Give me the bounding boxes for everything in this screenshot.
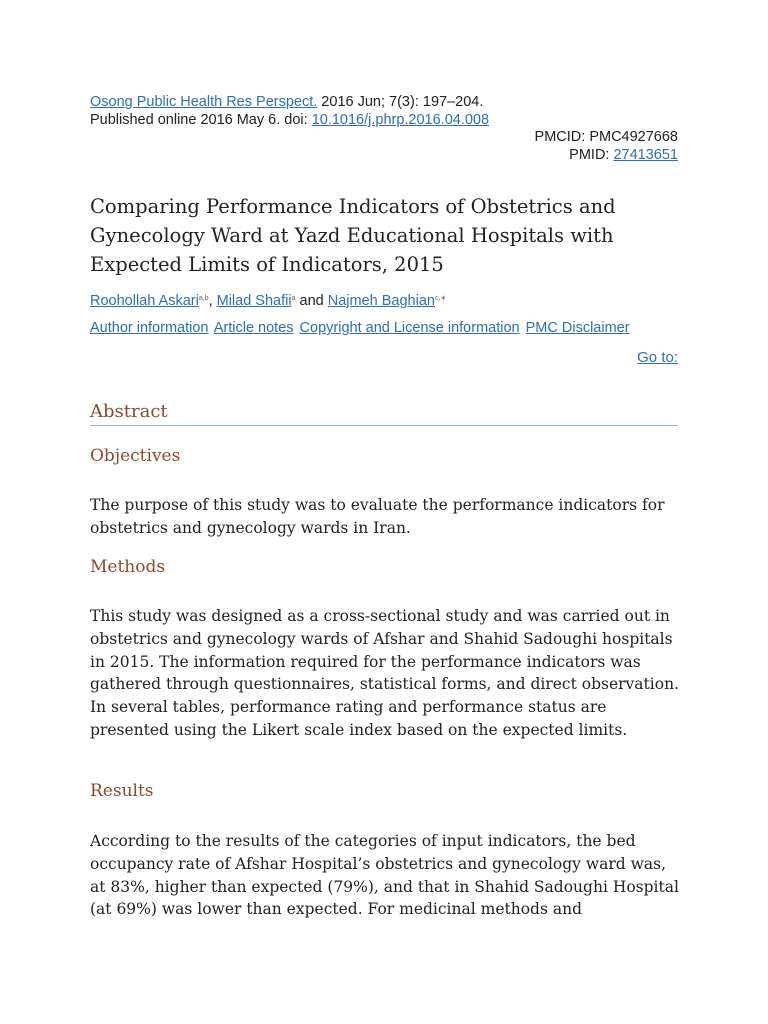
goto-link[interactable]: Go to: — [637, 349, 678, 366]
author-information-link[interactable]: Author information — [90, 320, 209, 336]
methods-text: This study was designed as a cross-sectional study and was carried out in obstetrics and gynecology wards of Afshar and Shahid Sadoughi hospitals in 2015. The information required for the performance indicators was gathered through questionnaires, statistical forms, and direct observation. In several tables, performance rating and performance status are presented using the Likert scale index based on the expected limits. — [90, 607, 679, 739]
author-separator-and: and — [295, 293, 328, 309]
pmid-row — [535, 146, 678, 164]
pmid-link[interactable]: 27413651 — [613, 147, 678, 163]
pmid-label: PMID: — [569, 147, 614, 163]
methods-heading: Methods — [90, 557, 166, 577]
article-info-links — [90, 319, 632, 337]
objectives-heading: Objectives — [90, 446, 181, 466]
published-text: Published online 2016 May 6. doi: — [90, 112, 312, 128]
pmcid: PMCID: PMC4927668 — [534, 129, 678, 145]
journal-link[interactable]: Osong Public Health Res Perspect. — [90, 94, 318, 110]
citation-issue: 2016 Jun; 7(3): 197–204. — [317, 94, 484, 110]
author-link-baghian[interactable]: Najmeh Baghian — [327, 293, 435, 309]
article-notes-link[interactable]: Article notes — [213, 320, 294, 336]
copyright-license-link[interactable]: Copyright and License information — [299, 320, 520, 336]
goto-row — [637, 349, 678, 367]
pmc-disclaimer-link[interactable]: PMC Disclaimer — [525, 320, 630, 336]
author-affil-baghian[interactable]: c,∗ — [434, 295, 447, 302]
citation — [90, 93, 489, 129]
abstract-heading: Abstract — [90, 399, 678, 426]
objectives-text: The purpose of this study was to evaluate the performance indicators for obstetrics and gynecology wards in Iran. — [90, 496, 665, 537]
author-link-askari[interactable]: Roohollah Askari — [90, 293, 199, 309]
author-link-shafii[interactable]: Milad Shafii — [216, 293, 292, 309]
author-separator: , — [208, 293, 213, 309]
article-title: Comparing Performance Indicators of Obstetrics and Gynecology Ward at Yazd Educational Hospitals with Expected Limits of Indicators, 2015 — [90, 195, 616, 276]
results-heading: Results — [90, 781, 154, 801]
author-affil-askari[interactable]: a,b — [198, 295, 209, 302]
author-affil-shafii[interactable]: a — [291, 295, 296, 302]
article-ids — [535, 128, 678, 164]
author-list — [90, 290, 446, 310]
results-text: According to the results of the categories of input indicators, the bed occupancy rate of Afshar Hospital’s obstetrics and gynecology ward was, at 83%, higher than expected (79%), and that in Shahid Sadoughi Hospital (at 69%) was lower than expected. For medicinal methods and — [90, 832, 679, 919]
doi-link[interactable]: 10.1016/j.phrp.2016.04.008 — [311, 112, 490, 128]
